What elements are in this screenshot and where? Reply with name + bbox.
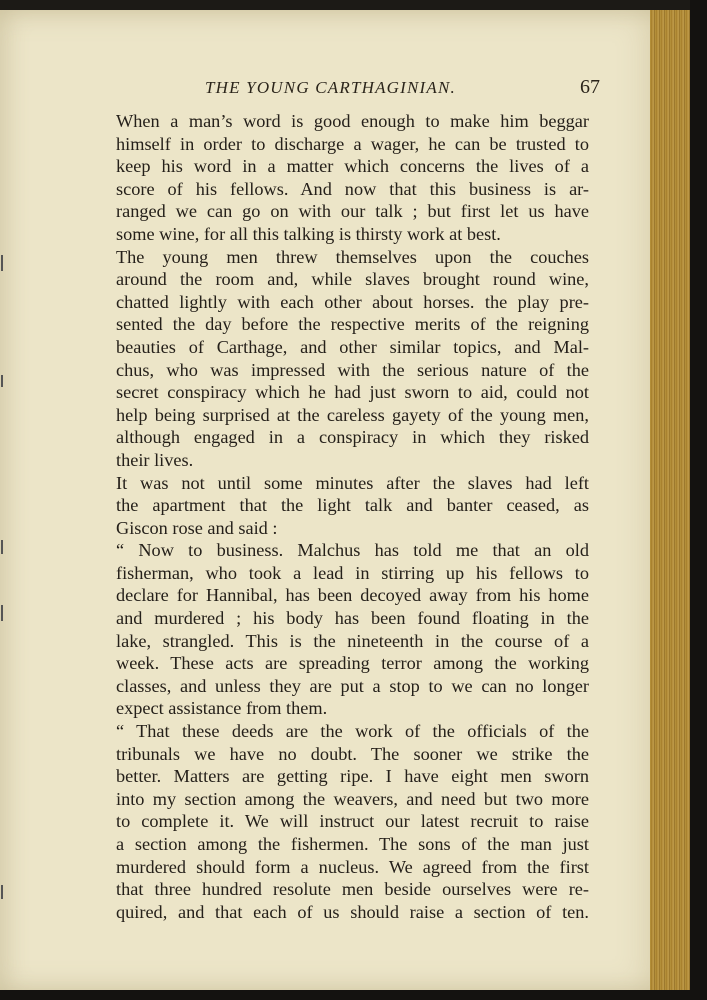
- text-line: into my section among the weavers, and need but two more: [116, 788, 589, 809]
- gutter-mark: [1, 885, 3, 899]
- text-line: the apartment that the light talk and banter ceased, as: [116, 495, 589, 516]
- text-line: ranged we can go on with our talk ; but first let us have: [116, 201, 589, 222]
- gutter-mark: [1, 375, 3, 387]
- text-line: classes, and unless they are put a stop to we can no longer: [116, 675, 589, 696]
- text-line: quired, and that each of us should raise a section of ten.: [116, 901, 589, 922]
- text-line: declare for Hannibal, has been decoyed away from his home: [116, 585, 589, 606]
- text-line: help being surprised at the careless gayety of the young men,: [116, 404, 589, 425]
- page-number: 67: [580, 76, 600, 98]
- text-line: “ Now to business. Malchus has told me that an old: [116, 540, 589, 561]
- running-head: THE YOUNG CARTHAGINIAN.: [205, 78, 456, 97]
- text-line: It was not until some minutes after the slaves had left: [116, 472, 589, 493]
- text-line: their lives.: [116, 449, 194, 470]
- text-line: Giscon rose and said :: [116, 517, 278, 538]
- text-line: chus, who was impressed with the serious nature of the: [116, 359, 589, 380]
- text-line: score of his fellows. And now that this business is ar-: [116, 178, 589, 199]
- text-line: to complete it. We will instruct our latest recruit to raise: [116, 811, 589, 832]
- text-line: keep his word in a matter which concerns the lives of a: [116, 156, 589, 177]
- text-line: around the room and, while slaves brought round wine,: [116, 269, 589, 290]
- text-line: secret conspiracy which he had just sworn to aid, could not: [116, 382, 589, 403]
- gutter-mark: [1, 255, 3, 271]
- page-header: [205, 78, 600, 100]
- text-line: week. These acts are spreading terror among the working: [116, 653, 589, 674]
- text-line: sented the day before the respective merits of the reigning: [116, 314, 589, 335]
- gutter-mark: [1, 605, 3, 621]
- text-line: a section among the fishermen. The sons of the man just: [116, 834, 589, 854]
- gutter-mark: [1, 540, 3, 554]
- text-line: expect assistance from them.: [116, 698, 328, 719]
- background-bottom: [0, 990, 707, 1000]
- text-line: “ That these deeds are the work of the officials of the: [116, 721, 589, 742]
- text-line: some wine, for all this talking is thirsty work at best.: [116, 223, 501, 244]
- text-line: fisherman, who took a lead in stirring up his fellows to: [116, 562, 589, 583]
- text-line: The young men threw themselves upon the couches: [116, 246, 589, 267]
- text-line: chatted lightly with each other about horses. the play pre-: [116, 291, 589, 312]
- text-line: murdered should form a nucleus. We agreed from the first: [116, 856, 589, 877]
- text-line: lake, strangled. This is the nineteenth in the course of a: [116, 630, 589, 651]
- background-edge: [690, 0, 707, 1000]
- text-line: better. Matters are getting ripe. I have eight men sworn: [116, 766, 589, 787]
- text-line: When a man’s word is good enough to make him beggar: [116, 111, 589, 131]
- text-line: although engaged in a conspiracy in which they risked: [116, 427, 589, 448]
- text-line: and murdered ; his body has been found floating in the: [116, 608, 589, 629]
- body-text: [116, 110, 589, 923]
- text-line: that three hundred resolute men beside ourselves were re-: [116, 879, 589, 900]
- page-fore-edge: [650, 10, 692, 995]
- text-line: beauties of Carthage, and other similar topics, and Mal-: [116, 336, 589, 357]
- text-line: tribunals we have no doubt. The sooner we strike the: [116, 743, 589, 764]
- text-line: himself in order to discharge a wager, he can be trusted to: [116, 133, 589, 154]
